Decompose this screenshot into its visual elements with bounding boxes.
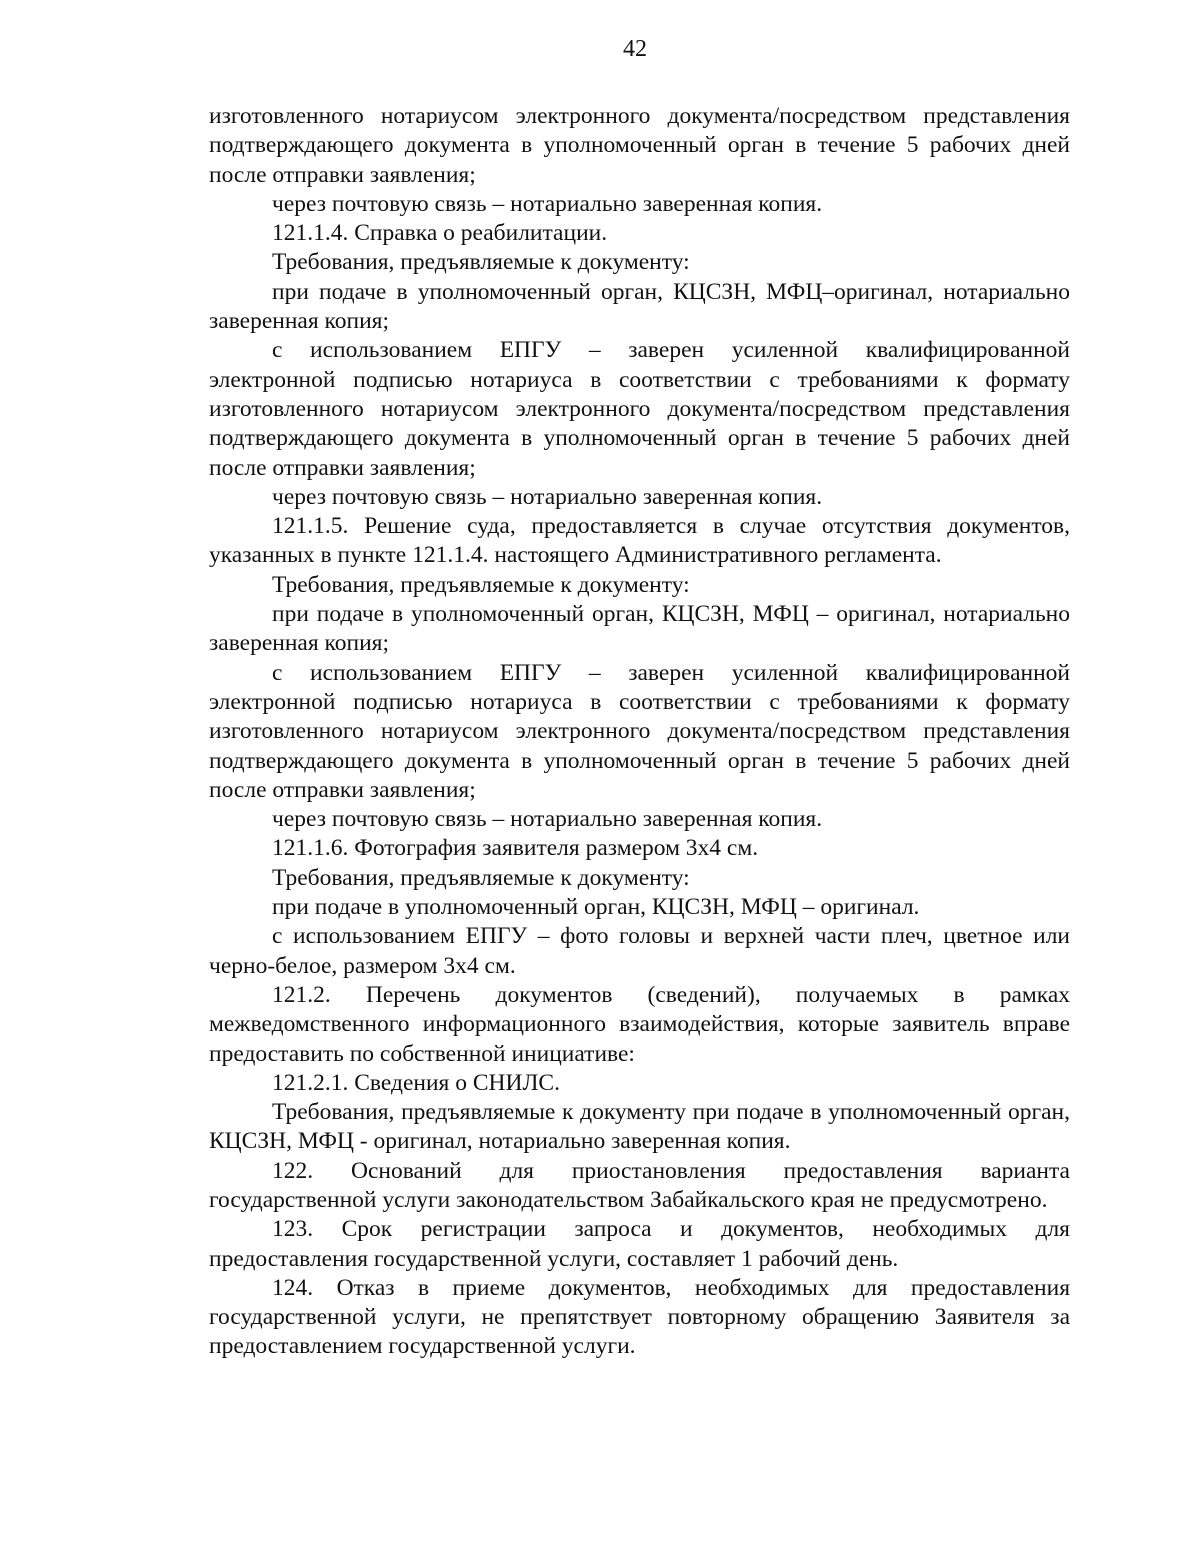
paragraph-8: 121.1.5. Решение суда, предоставляется в случае отсутствия документов, указанных в пункте 121.1.4. настоящего Административного регламента. [209, 513, 1070, 569]
paragraph-22: 124. Отказ в приеме документов, необходимых для предоставления государственной услуги, не препятствует повторному обращению Заявителя за предоставлением государственной услуги. [209, 1274, 1070, 1360]
paragraph-11: с использованием ЕПГУ – заверен усиленной квалифицированной электронной подписью нотариуса в соответствии с требованиями к формату изготовленного нотариусом электронного документа/посредством представления подтверждающего документа в уполномоченный орган в течение 5 рабочих дней после отправки заявления; [209, 659, 1070, 803]
paragraph-21: 123. Срок регистрации запроса и документов, необходимых для предоставления государственной услуги, составляет 1 рабочий день. [209, 1216, 1070, 1272]
paragraph-9: Требования, предъявляемые к документу: [272, 571, 690, 598]
document-body [209, 102, 1070, 1362]
paragraph-4: Требования, предъявляемые к документу: [272, 249, 690, 276]
paragraph-13: 121.1.6. Фотография заявителя размером 3х4 см. [272, 835, 759, 862]
paragraph-10: при подаче в уполномоченный орган, КЦСЗН, МФЦ – оригинал, нотариально заверенная копия; [209, 601, 1070, 657]
paragraph-1: изготовленного нотариусом электронного документа/посредством представления подтверждающего документа в уполномоченный орган в течение 5 рабочих дней после отправки заявления; [209, 103, 1070, 188]
paragraph-16: с использованием ЕПГУ – фото головы и верхней части плеч, цветное или черно-белое, размером 3х4 см. [209, 923, 1070, 979]
paragraph-14: Требования, предъявляемые к документу: [272, 864, 690, 891]
paragraph-7: через почтовую связь – нотариально заверенная копия. [272, 483, 823, 510]
paragraph-15: при подаче в уполномоченный орган, КЦСЗН, МФЦ – оригинал. [272, 894, 920, 921]
paragraph-2: через почтовую связь – нотариально заверенная копия. [272, 190, 823, 217]
paragraph-18: 121.2.1. Сведения о СНИЛС. [272, 1069, 560, 1096]
paragraph-3: 121.1.4. Справка о реабилитации. [272, 220, 608, 247]
page-number: 42 [623, 36, 647, 62]
paragraph-6: с использованием ЕПГУ – заверен усиленной квалифицированной электронной подписью нотариуса в соответствии с требованиями к формату изготовленного нотариусом электронного документа/посредством представления подтверждающего документа в уполномоченный орган в течение 5 рабочих дней после отправки заявления; [209, 337, 1070, 481]
paragraph-12: через почтовую связь – нотариально заверенная копия. [272, 806, 823, 833]
paragraph-19: Требования, предъявляемые к документу при подаче в уполномоченный орган, КЦСЗН, МФЦ - оригинал, нотариально заверенная копия. [209, 1099, 1070, 1155]
paragraph-20: 122. Оснований для приостановления предоставления варианта государственной услуги законодательством Забайкальского края не предусмотрено. [209, 1157, 1070, 1213]
paragraph-17: 121.2. Перечень документов (сведений), получаемых в рамках межведомственного информационного взаимодействия, которые заявитель вправе предоставить по собственной инициативе: [209, 981, 1070, 1067]
paragraph-5: при подаче в уполномоченный орган, КЦСЗН, МФЦ–оригинал, нотариально заверенная копия; [209, 278, 1070, 335]
